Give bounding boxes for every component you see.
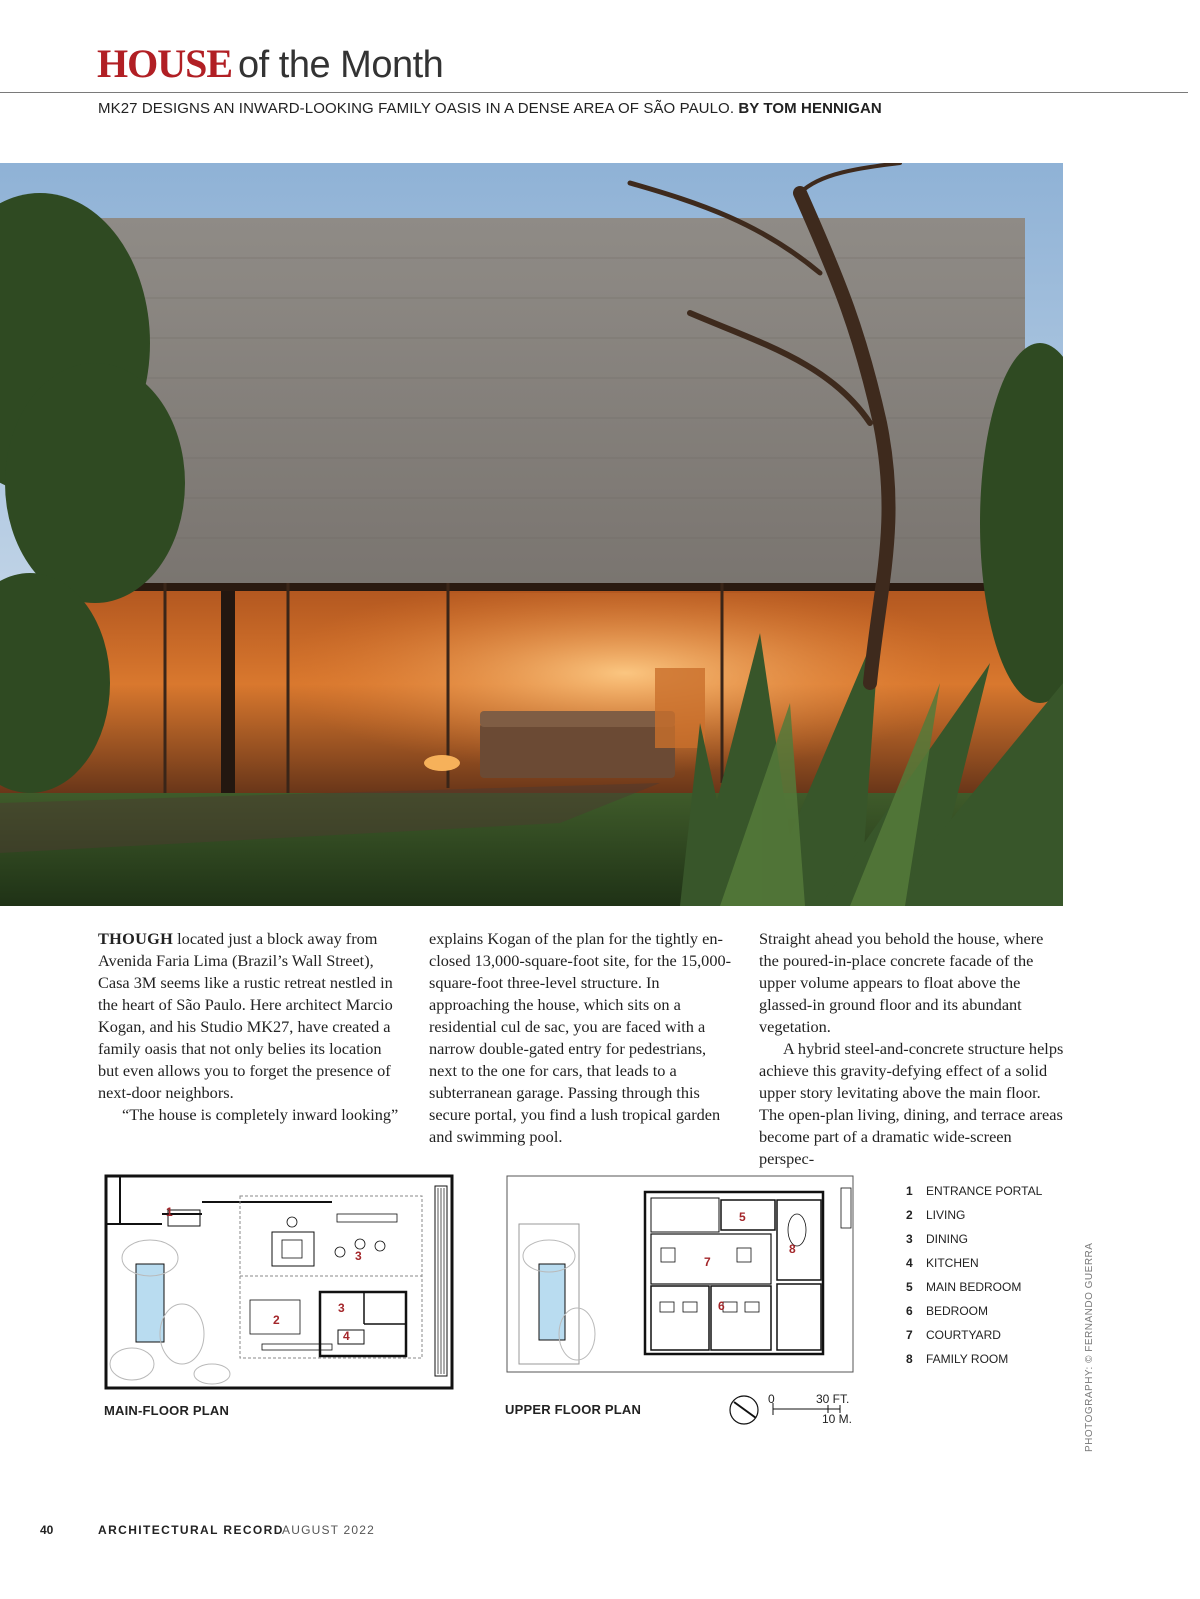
legend-label: FAMILY ROOM (926, 1352, 1009, 1366)
paragraph: explains Kogan of the plan for the tightly enclosed 13,000-square-foot site, for the 15,000-square-foot three-level structure. In approaching the house, which sits on a residential cul de sac, you are faced with a narrow double-gated entry for pedestrians, next to the one for cars, that leads to a subterranean garage. Passing through this secure portal, you find a lush tropical garden and swimming pool. (429, 929, 732, 1146)
legend-item (906, 1230, 1042, 1254)
legend-number: 6 (906, 1304, 913, 1318)
photo-credit: PHOTOGRAPHY: © FERNANDO GUERRA (1084, 1242, 1095, 1452)
upper-floor-plan (505, 1174, 857, 1379)
legend-label: LIVING (926, 1208, 966, 1222)
legend-label: BEDROOM (926, 1304, 989, 1318)
plan-marker: 3 (355, 1249, 362, 1263)
plan-marker: 8 (789, 1242, 796, 1256)
body-column-3 (759, 928, 1065, 1170)
legend-label: ENTRANCE PORTAL (926, 1184, 1043, 1198)
legend-number: 2 (906, 1208, 913, 1222)
legend-item (906, 1278, 1042, 1302)
legend-item (906, 1206, 1042, 1230)
plan-marker: 4 (343, 1329, 350, 1343)
legend-number: 4 (906, 1256, 913, 1270)
plan-marker: 2 (273, 1313, 280, 1327)
publication-name: ARCHITECTURAL RECORD (98, 1523, 284, 1537)
header-rule (0, 92, 1188, 93)
plan-marker: 1 (166, 1205, 173, 1219)
legend-number: 3 (906, 1232, 913, 1246)
legend-item (906, 1326, 1042, 1350)
plan-marker: 6 (718, 1299, 725, 1313)
section-title-kicker: HOUSE (97, 41, 233, 86)
byline: BY TOM HENNIGAN (738, 100, 882, 117)
plan-marker: 7 (704, 1255, 711, 1269)
issue-date: AUGUST 2022 (282, 1523, 376, 1537)
main-floor-plan-label: MAIN-FLOOR PLAN (104, 1403, 230, 1418)
upper-floor-plan-label: UPPER FLOOR PLAN (505, 1402, 642, 1417)
paragraph-text: located just a block away from Avenida Faria Lima (Brazil’s Wall Street), Casa 3M seems like a rustic retreat nestled in the heart of São Paulo. Here architect Marcio Kogan, and his Studio MK27, have created a family oasis that not only belies its location but even allows you to forget the presence of next-door neighbors. (98, 929, 393, 1102)
hero-photo (0, 163, 1063, 906)
plan-marker: 3 (338, 1301, 345, 1315)
article-dek (98, 100, 882, 117)
main-floor-plan-drawing (102, 1174, 456, 1392)
upper-floor-plan-drawing (505, 1174, 857, 1374)
legend-item (906, 1350, 1042, 1374)
legend-number: 7 (906, 1328, 913, 1342)
paragraph: A hybrid steel-and-concrete structure helps achieve this gravity-defying effect of a solid upper story levitating above the main floor. The open-plan living, dining, and terrace areas become part of a dramatic wide-screen perspec- (759, 1039, 1064, 1168)
body-column-1 (98, 928, 404, 1126)
legend-number: 1 (906, 1184, 913, 1198)
legend-label: KITCHEN (926, 1256, 979, 1270)
lead-word: THOUGH (98, 929, 174, 948)
page-number: 40 (40, 1523, 54, 1537)
legend-item (906, 1302, 1042, 1326)
scale-zero: 0 (768, 1392, 775, 1406)
dek-text: MK27 DESIGNS AN INWARD-LOOKING FAMILY OASIS IN A DENSE AREA OF SÃO PAULO. (98, 100, 735, 117)
legend-item (906, 1254, 1042, 1278)
legend-number: 5 (906, 1280, 913, 1294)
scale-feet: 30 FT. (816, 1392, 850, 1406)
paragraph (98, 928, 404, 1104)
section-title-rest: of the Month (238, 44, 444, 86)
legend-label: MAIN BEDROOM (926, 1280, 1022, 1294)
legend-label: DINING (926, 1232, 968, 1246)
legend-item (906, 1182, 1042, 1206)
legend-number: 8 (906, 1352, 913, 1366)
paragraph: “The house is completely inward looking” (122, 1105, 399, 1124)
plan-marker: 5 (739, 1210, 746, 1224)
plan-scale (728, 1388, 858, 1437)
plan-legend (906, 1182, 1042, 1374)
section-title (97, 41, 444, 86)
paragraph: Straight ahead you behold the house, where the poured-in-place concrete facade of the upper volume appears to float above the glassed-in ground floor and its abundant vegetation. (759, 929, 1044, 1036)
body-column-2 (429, 928, 735, 1148)
scale-meters: 10 M. (822, 1412, 853, 1426)
main-floor-plan (102, 1174, 456, 1397)
legend-label: COURTYARD (926, 1328, 1001, 1342)
